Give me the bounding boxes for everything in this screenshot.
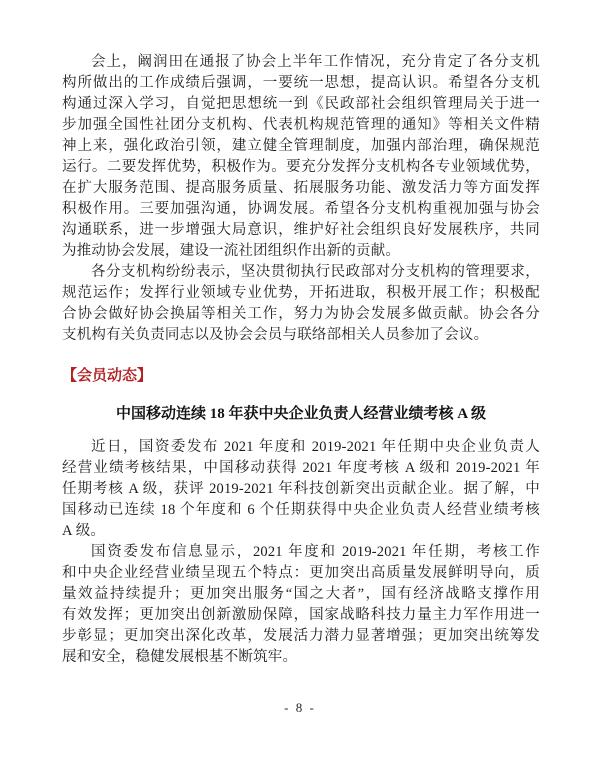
- section-header-member-news: 【会员动态】: [62, 368, 153, 384]
- text-line: 合协会做好协会换届等相关工作，努力为协会发展多做贡献。协会各分: [62, 306, 540, 322]
- text-line: 量效益持续提升；更加突出服务“国之大者”，国有经济战略支撑作用: [62, 586, 540, 602]
- paragraph-article-2: [62, 542, 540, 668]
- text-line: 国资委发布信息显示，2021 年度和 2019-2021 年任期，考核工作: [91, 544, 540, 560]
- page-content: [62, 52, 540, 668]
- text-line: 积极作用。三要加强沟通，协调发展。希望各分支机构重视加强与协会: [62, 201, 540, 217]
- text-line: 规范运作；发挥行业领域专业优势，开拓进取，积极开展工作；积极配: [62, 285, 540, 301]
- text-line: A 级。: [62, 523, 106, 539]
- paragraph-article-1: [62, 437, 540, 542]
- text-line: 经营业绩考核结果，中国移动获得 2021 年度考核 A 级和 2019-2021 年: [62, 460, 540, 476]
- text-line: 为推动协会发展，建设一流社团组织作出新的贡献。: [62, 243, 401, 259]
- article-title: 中国移动连续 18 年获中央企业负责人经营业绩考核 A 级: [115, 406, 486, 422]
- text-line: 各分支机构纷纷表示，坚决贯彻执行民政部对分支机构的管理要求，: [91, 264, 540, 280]
- text-line: 和中央企业经营业绩呈现五个特点：更加突出高质量发展鲜明导向，质: [62, 565, 540, 581]
- text-line: 步加强全国性社团分支机构、代表机构规范管理的通知》等相关文件精: [62, 117, 540, 133]
- text-line: 运行。二要发挥优势，积极作为。要充分发挥分支机构各专业领域优势，: [62, 159, 540, 175]
- page-number: - 8 -: [284, 700, 316, 715]
- text-line: 有效发挥；更加突出创新激励保障，国家战略科技力量主力军作用进一: [62, 607, 540, 623]
- text-line: 支机构有关负责同志以及协会会员与联络部相关人员参加了会议。: [62, 327, 489, 343]
- text-line: 展和安全，稳健发展根基不断筑牢。: [62, 649, 298, 665]
- text-line: 沟通联系，进一步增强大局意识，维护好社会组织良好发展秩序，共同: [62, 222, 540, 238]
- text-line: 近日，国资委发布 2021 年度和 2019-2021 年任期中央企业负责人: [91, 439, 540, 455]
- text-line: 任期考核 A 级，获评 2019-2021 年科技创新突出贡献企业。据了解，中: [62, 481, 540, 497]
- paragraph-meeting-1: [62, 52, 540, 262]
- text-line: 在扩大服务范围、提高服务质量、拓展服务功能、激发活力等方面发挥: [62, 180, 540, 196]
- text-line: 构通过深入学习，自觉把思想统一到《民政部社会组织管理局关于进一: [62, 96, 540, 112]
- text-line: 会上，阚润田在通报了协会上半年工作情况，充分肯定了各分支机: [91, 54, 540, 70]
- text-line: 构所做出的工作成绩后强调，一要统一思想，提高认识。希望各分支机: [62, 75, 540, 91]
- paragraph-meeting-2: [62, 262, 540, 346]
- text-line: 步彰显；更加突出深化改革，发展活力潜力显著增强；更加突出统筹发: [62, 628, 540, 644]
- text-line: 国移动已连续 18 个年度和 6 个任期获得中央企业负责人经营业绩考核: [62, 502, 540, 518]
- text-line: 神上来，强化政治引领，建立健全管理制度，加强内部治理，确保规范: [62, 138, 540, 154]
